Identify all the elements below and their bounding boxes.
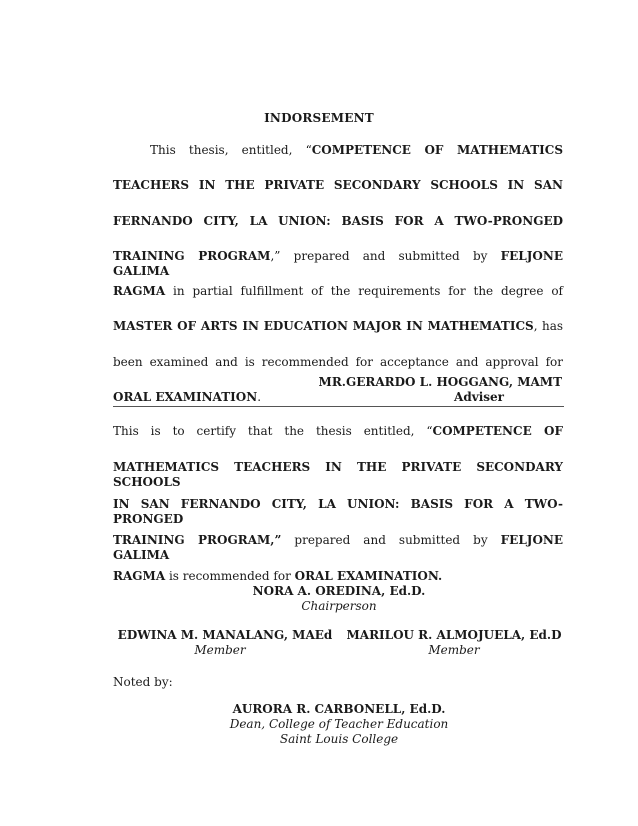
- dean-signature: [199, 702, 479, 747]
- divider: [113, 406, 564, 407]
- noted-by-label: Noted by:: [113, 675, 173, 689]
- certification-paragraph: [113, 424, 563, 605]
- paragraph-line: been examined and is recommended for acceptance and approval for: [113, 354, 563, 369]
- paragraph-line: IN SAN FERNANDO CITY, LA UNION: BASIS FOR A TWO-PRONGED: [113, 496, 563, 526]
- adviser-role: Adviser: [454, 390, 504, 404]
- paragraph-line: ORAL EXAMINATION.: [113, 390, 262, 405]
- paragraph-line: This is to certify that the thesis entitled, “COMPETENCE OF: [113, 424, 563, 438]
- chairperson-role: Chairperson: [301, 599, 377, 613]
- page-title: INDORSEMENT: [264, 111, 374, 125]
- member-name: EDWINA M. MANALANG, MAEd: [117, 628, 333, 642]
- paragraph-line: This thesis, entitled, “COMPETENCE OF MATHEMATICS: [150, 143, 563, 157]
- paragraph-line: TRAINING PROGRAM,” prepared and submitted by FELJONE GALIMA: [113, 532, 564, 562]
- paragraph-line: RAGMA in partial fulfillment of the requirements for the degree of: [113, 284, 563, 299]
- paragraph-line: FERNANDO CITY, LA UNION: BASIS FOR A TWO-PRONGED: [113, 213, 563, 228]
- member-signature: [110, 628, 340, 658]
- member-role: Member: [194, 643, 246, 657]
- paragraph-line: TEACHERS IN THE PRIVATE SECONDARY SCHOOLS IN SAN: [113, 178, 563, 193]
- member-role: Member: [428, 643, 480, 657]
- chairperson-signature: [219, 584, 459, 614]
- adviser-name: MR.GERARDO L. HOGGANG, MAMT: [318, 375, 562, 389]
- adviser-signature: [300, 375, 562, 405]
- dean-name: AURORA R. CARBONELL, Ed.D.: [232, 702, 446, 716]
- member-name: MARILOU R. ALMOJUELA, Ed.D: [346, 628, 562, 642]
- paragraph-line: RAGMA is recommended for ORAL EXAMINATION.: [113, 569, 443, 584]
- paragraph-line: MATHEMATICS TEACHERS IN THE PRIVATE SECONDARY SCHOOLS: [113, 460, 563, 490]
- paragraph-line: MASTER OF ARTS IN EDUCATION MAJOR IN MATHEMATICS, has: [113, 319, 564, 334]
- member-signature: [336, 628, 572, 658]
- dean-institution: Saint Louis College: [279, 732, 399, 746]
- paragraph-line: TRAINING PROGRAM,” prepared and submitted by FELJONE GALIMA: [113, 248, 563, 278]
- dean-role: Dean, College of Teacher Education: [229, 717, 449, 731]
- chairperson-name: NORA A. OREDINA, Ed.D.: [252, 584, 426, 598]
